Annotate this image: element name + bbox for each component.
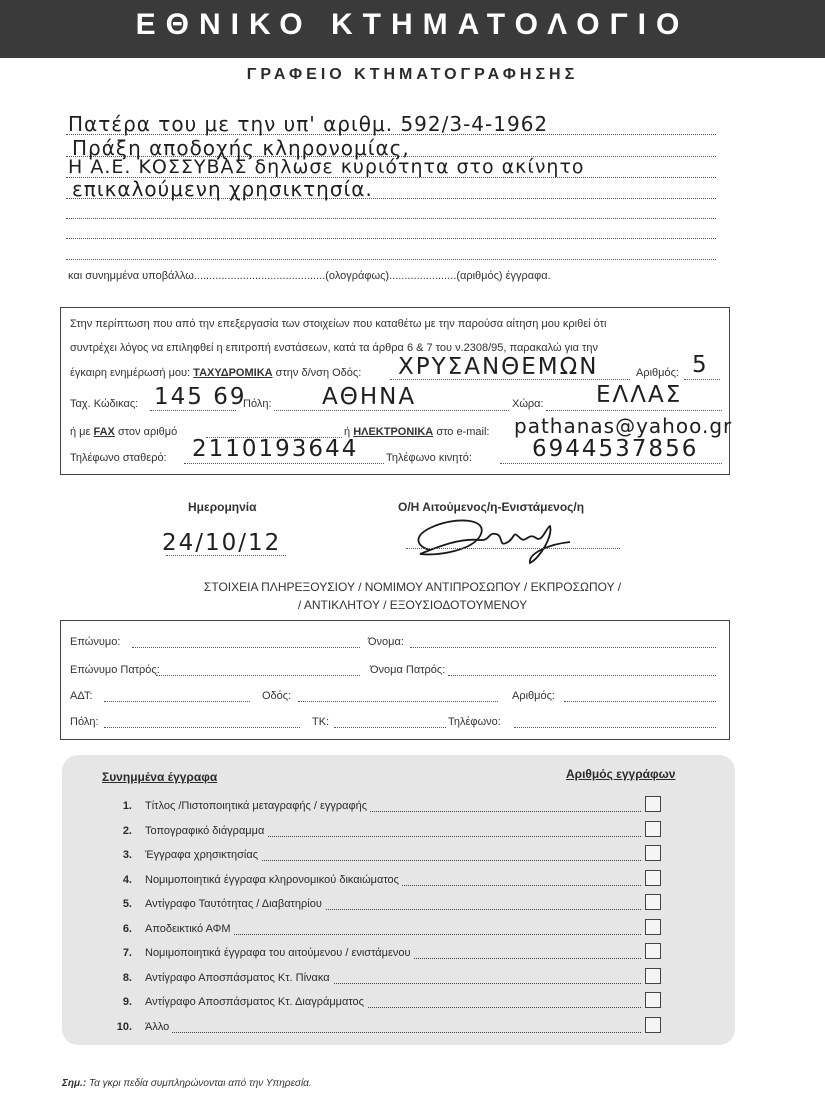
landline-label: Τηλέφωνο σταθερό: <box>70 452 167 464</box>
attachment-count-box[interactable] <box>645 1017 661 1033</box>
attachment-count-box[interactable] <box>645 870 661 886</box>
zip-value[interactable]: 145 69 <box>154 384 247 410</box>
rep-father-surname-field[interactable] <box>156 675 360 676</box>
landline-dots <box>184 463 384 464</box>
writing-line <box>66 218 716 219</box>
handwritten-line-4: επικαλούμενη χρησικτησία. <box>72 177 373 201</box>
attachment-count-box[interactable] <box>645 943 661 959</box>
attachment-number: 1. <box>122 800 132 812</box>
attachment-label: Άλλο <box>145 1021 172 1033</box>
attachment-label: Αποδεικτικό ΑΦΜ <box>145 923 234 935</box>
email-row: ή ΗΛΕΚΤΡΟΝΙΚΑ στο e-mail: <box>344 426 490 438</box>
attachment-number: 10. <box>116 1021 132 1033</box>
rep-phone-label: Τηλέφωνο: <box>448 716 501 728</box>
street-value[interactable]: ΧΡΥΣΑΝΘΕΜΩΝ <box>398 354 599 380</box>
city-value[interactable]: ΑΘΗΝΑ <box>322 384 417 410</box>
zip-dots <box>150 410 236 411</box>
attachment-number: 9. <box>122 996 132 1008</box>
attachment-label: Τοπογραφικό διάγραμμα <box>145 825 267 837</box>
document-count-heading: Αριθμός εγγράφων <box>566 767 676 781</box>
rep-surname-label: Επώνυμο: <box>70 636 121 648</box>
date-dots <box>166 555 286 556</box>
date-value[interactable]: 24/10/12 <box>162 530 282 556</box>
signature-dots <box>406 548 620 549</box>
attachment-label: Αντίγραφο Ταυτότητας / Διαβατηρίου <box>145 898 325 910</box>
country-value[interactable]: ΕΛΛΑΣ <box>596 382 683 408</box>
attachment-count-box[interactable] <box>645 821 661 837</box>
city-label: Πόλη: <box>243 398 272 410</box>
attachment-label: Νομιμοποιητικά έγγραφα του αιτούμενου / ενιστάμενου <box>145 947 414 959</box>
handwritten-line-1: Πατέρα του με την υπ' αριθμ. 592/3-4-1962 <box>68 112 549 136</box>
signature-image <box>400 508 600 568</box>
attachment-label: Αντίγραφο Αποσπάσματος Κτ. Διαγράμματος <box>145 996 367 1008</box>
page-title: ΕΘΝΙΚΟ ΚΤΗΜΑΤΟΛΟΓΙΟ <box>135 8 690 41</box>
attachments-count-line: και συνημμένα υποβάλλω...........................................(ολογράφως)......................(αριθμός) έγγραφα. <box>68 270 551 282</box>
rep-city-label: Πόλη: <box>70 716 99 728</box>
notification-text-1: Στην περίπτωση που από την επεξεργασία των στοιχείων που καταθέτω με την παρούσα αίτηση μου κριθεί ότι <box>70 318 607 330</box>
country-dots <box>546 410 722 411</box>
rep-name-field[interactable] <box>410 647 716 648</box>
attachment-number: 4. <box>122 874 132 886</box>
rep-father-name-field[interactable] <box>448 675 716 676</box>
rep-number-label: Αριθμός: <box>512 690 555 702</box>
attachment-dots <box>145 1032 641 1033</box>
rep-father-surname-label: Επώνυμο Πατρός: <box>70 664 160 676</box>
handwritten-line-3: Η Α.Ε. ΚΟΣΣΥΒΑΣ δηλωσε κυριότητα στο ακίνητο <box>68 156 585 178</box>
number-value[interactable]: 5 <box>692 352 709 378</box>
date-label: Ημερομηνία <box>188 500 257 514</box>
attachment-count-box[interactable] <box>645 919 661 935</box>
footnote: Σημ.: Τα γκρι πεδία συμπληρώνονται από την Υπηρεσία. <box>62 1078 312 1089</box>
attachments-heading: Συνημμένα έγγραφα <box>102 770 218 784</box>
rep-father-name-label: Όνομα Πατρός: <box>370 664 446 676</box>
attachment-label: Νομιμοποιητικά έγγραφα κληρονομικού δικαιώματος <box>145 874 402 886</box>
rep-zip-field[interactable] <box>334 727 446 728</box>
email-value[interactable]: pathanas@yahoo.gr <box>514 414 733 438</box>
attachment-count-box[interactable] <box>645 845 661 861</box>
attachment-count-box[interactable] <box>645 894 661 910</box>
landline-value[interactable]: 2110193644 <box>192 436 359 462</box>
attachment-number: 6. <box>122 923 132 935</box>
attachment-number: 3. <box>122 849 132 861</box>
postal-address-row: έγκαιρη ενημέρωσή μου: ΤΑΧΥΔΡΟΜΙΚΑ στην δ/νση Οδός: <box>70 367 362 379</box>
city-dots <box>274 410 509 411</box>
zip-label: Ταχ. Κώδικας: <box>70 398 139 410</box>
attachment-number: 7. <box>122 947 132 959</box>
attachment-count-box[interactable] <box>645 968 661 984</box>
attachment-number: 2. <box>122 825 132 837</box>
rep-street-field[interactable] <box>298 701 498 702</box>
office-subtitle: ΓΡΑΦΕΙΟ ΚΤΗΜΑΤΟΓΡΑΦΗΣΗΣ <box>246 66 579 83</box>
fax-row: ή με FAX στον αριθμό <box>70 426 178 438</box>
mobile-label: Τηλέφωνο κινητό: <box>386 452 472 464</box>
rep-id-field[interactable] <box>104 701 250 702</box>
rep-street-label: Οδός: <box>262 690 292 702</box>
representative-title-2: / ΑΝΤΙΚΛΗΤΟΥ / ΕΞΟΥΣΙΟΔΟΤΟΥΜΕΝΟΥ <box>297 598 528 612</box>
rep-phone-field[interactable] <box>514 727 716 728</box>
attachment-count-box[interactable] <box>645 992 661 1008</box>
writing-line <box>66 238 716 239</box>
rep-surname-field[interactable] <box>132 647 360 648</box>
rep-id-label: ΑΔΤ: <box>70 690 93 702</box>
attachment-label: Αντίγραφο Αποσπάσματος Κτ. Πίνακα <box>145 972 333 984</box>
rep-name-label: Όνομα: <box>368 636 404 648</box>
rep-zip-label: ΤΚ: <box>312 716 330 728</box>
rep-number-field[interactable] <box>564 701 716 702</box>
rep-city-field[interactable] <box>104 727 300 728</box>
attachment-label: Έγγραφα χρησικτησίας <box>145 849 261 861</box>
attachment-label: Τίτλος /Πιστοποιητικά μεταγραφής / εγγραφής <box>145 800 370 812</box>
number-label: Αριθμός: <box>636 367 679 379</box>
notification-text-2: συντρέχει λόγος να επιληφθεί η επιτροπή ενστάσεων, κατά τα άρθρα 6 & 7 του ν.2308/95, παρακαλώ για την <box>70 342 598 354</box>
mobile-dots <box>500 463 722 464</box>
number-dots <box>684 379 720 380</box>
representative-title-1: ΣΤΟΙΧΕΙΑ ΠΛΗΡΕΞΟΥΣΙΟΥ / ΝΟΜΙΜΟΥ ΑΝΤΙΠΡΟΣΩΠΟΥ / ΕΚΠΡΟΣΩΠΟΥ / <box>203 580 622 594</box>
attachment-number: 8. <box>122 972 132 984</box>
mobile-value[interactable]: 6944537856 <box>532 436 699 462</box>
country-label: Χώρα: <box>512 398 544 410</box>
writing-line <box>66 259 716 260</box>
attachment-number: 5. <box>122 898 132 910</box>
handwritten-line-2: Πράξη αποδοχής κληρονομίας, <box>72 136 410 160</box>
attachment-count-box[interactable] <box>645 796 661 812</box>
applicant-label: Ο/Η Αιτούμενος/η-Ενιστάμενος/η <box>398 500 585 514</box>
